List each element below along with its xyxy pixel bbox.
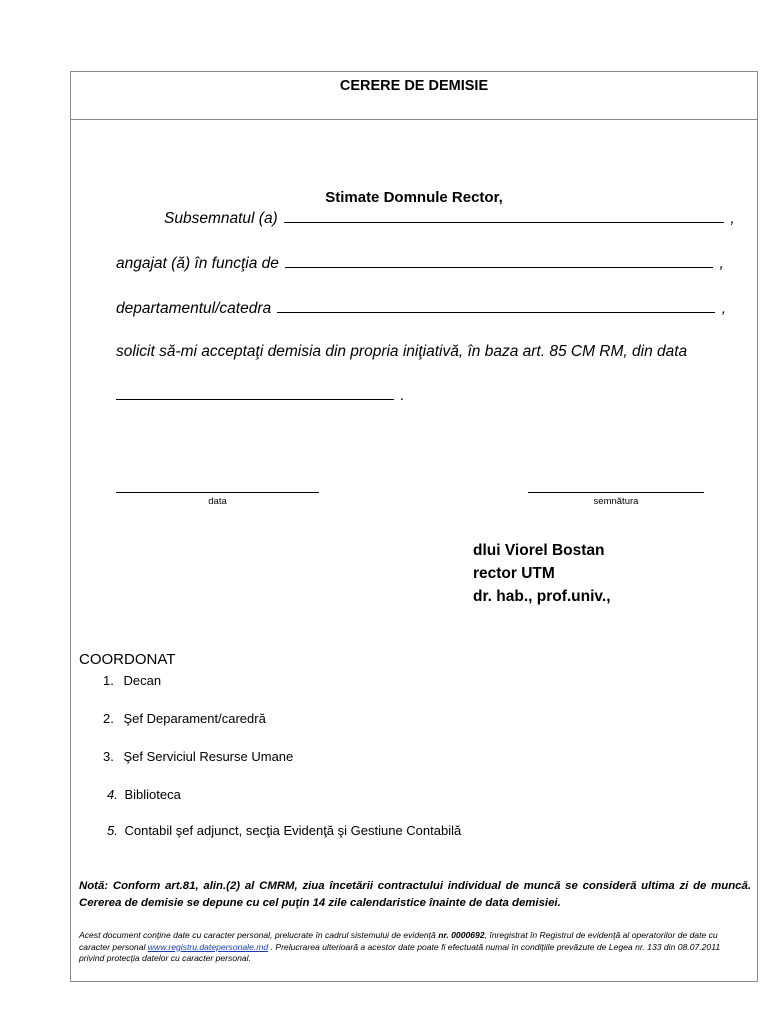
item-number: 4.	[107, 787, 118, 802]
date-line	[116, 387, 405, 405]
privacy-text-2: , înregistrat în Registrul de evidenţă al operatorilor de date cu caracter personal	[79, 930, 718, 952]
coordination-item	[107, 787, 181, 802]
privacy-text-3: . Prelucrarea ulterioară a acestor date poate fi efectuată numai în condiţiile prevăzute de Legea nr. 133 din 08.07.2011 privind protecţia datelor cu caracter personal.	[79, 941, 721, 963]
comma-2: ,	[719, 255, 724, 272]
addressee-name: dlui Viorel Bostan	[473, 542, 605, 559]
item-label: Contabil şef adjunct, secţia Evidenţă şi Gestiune Contabilă	[124, 823, 462, 838]
subsemnatul-label: Subsemnatul (a)	[164, 210, 278, 227]
item-label: Şef Serviciul Resurse Umane	[123, 749, 294, 764]
coordination-item	[103, 711, 266, 726]
date-signature-line[interactable]	[116, 492, 319, 493]
comma-1: ,	[730, 210, 735, 227]
date-caption: data	[208, 496, 227, 507]
signature-caption: semnătura	[593, 496, 639, 507]
signature-line[interactable]	[528, 492, 704, 493]
addressee-title: dr. hab., prof.univ.,	[473, 588, 611, 605]
comma-3: ,	[721, 300, 727, 317]
item-label: Biblioteca	[124, 787, 181, 802]
department-line	[116, 300, 726, 318]
legal-note: Notă: Conform art.81, alin.(2) al CMRM, ziua încetării contractului individual de muncă se consideră ultima zi de muncă. Cererea de demisie se depune cu cel puţin 14 zile calendaristice înainte de data demisiei.	[79, 880, 751, 909]
function-line	[116, 255, 724, 273]
department-field[interactable]	[277, 311, 715, 313]
coordination-heading: COORDONAT	[79, 651, 176, 668]
coordination-item	[103, 673, 161, 688]
item-number: 5.	[107, 823, 118, 838]
name-field[interactable]	[284, 221, 724, 223]
item-number: 3.	[103, 749, 114, 764]
privacy-text-1: Acest document conţine date cu caracter personal, prelucrate în cadrul sistemului de evidenţă	[79, 930, 436, 940]
privacy-notice	[79, 930, 747, 965]
item-number: 1.	[103, 673, 114, 688]
period: .	[400, 387, 405, 404]
coordination-item	[107, 823, 461, 838]
function-field[interactable]	[285, 266, 713, 268]
department-label: departamentul/catedra	[116, 300, 272, 317]
date-field[interactable]	[116, 398, 394, 400]
addressee-block	[473, 539, 611, 608]
title-row	[71, 72, 757, 120]
function-label: angajat (ă) în funcţia de	[116, 255, 279, 272]
subsemnatul-line	[164, 210, 735, 228]
registry-link[interactable]: www.registru.datepersonale.md	[147, 941, 269, 952]
document-frame	[70, 71, 758, 982]
document-title: CERERE DE DEMISIE	[339, 78, 489, 94]
item-label: Şef Deparament/caredră	[123, 711, 266, 726]
addressee-role: rector UTM	[473, 565, 555, 582]
salutation: Stimate Domnule Rector,	[325, 189, 503, 206]
item-number: 2.	[103, 711, 114, 726]
item-label: Decan	[123, 673, 162, 688]
request-text: solicit să-mi acceptaţi demisia din propria iniţiativă, în baza art. 85 CM RM, din data	[116, 343, 688, 360]
registry-number: nr. 0000692	[438, 930, 485, 940]
coordination-item	[103, 749, 293, 764]
